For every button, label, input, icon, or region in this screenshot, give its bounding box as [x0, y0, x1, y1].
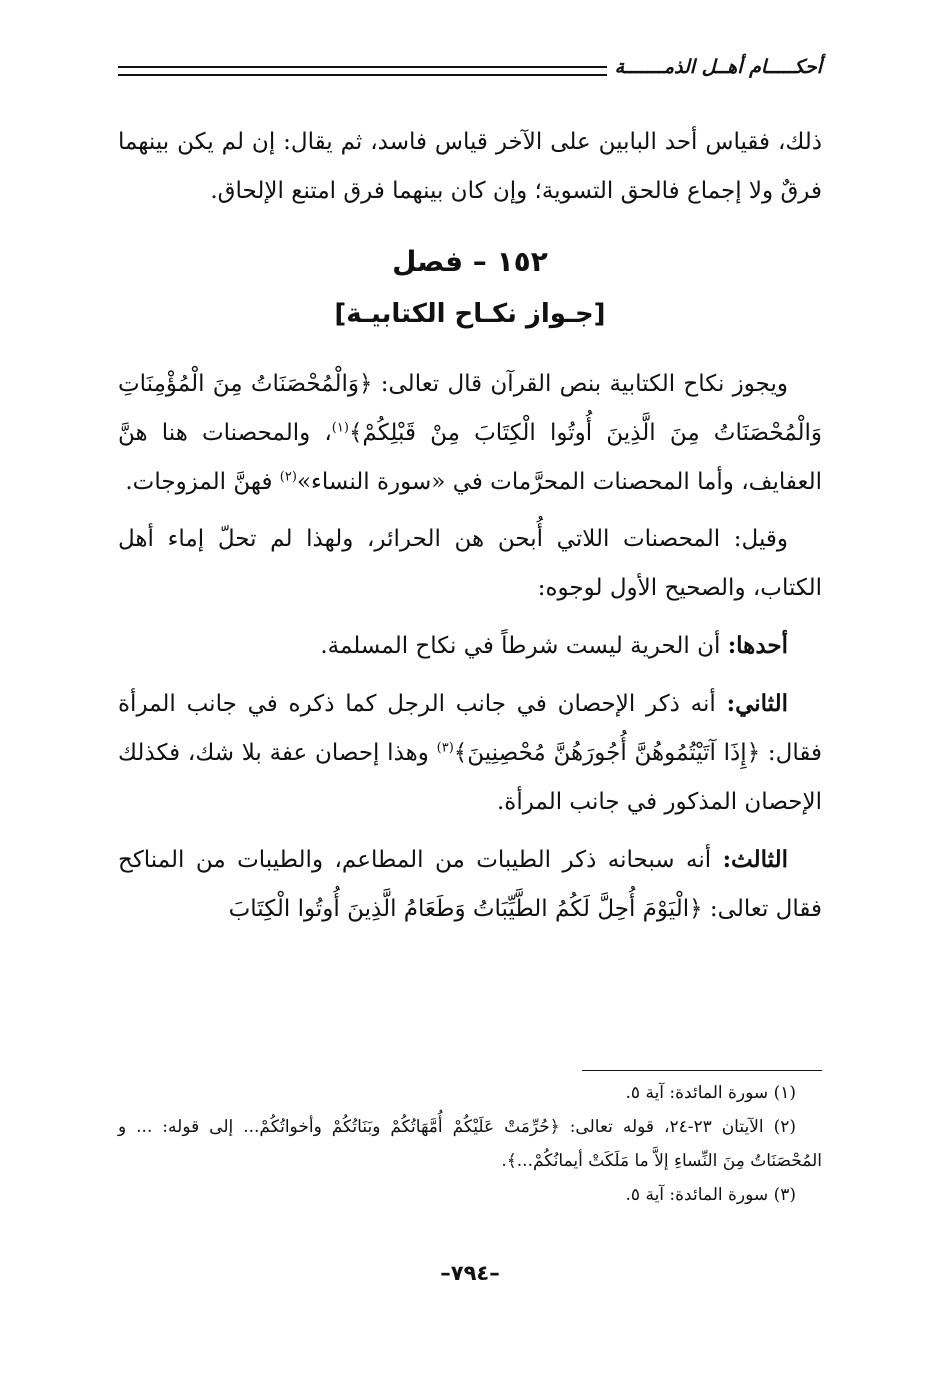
footnote-2: (٢) الآيتان ٢٣-٢٤، قوله تعالى: ﴿حُرِّمَتْ عَلَيْكُمْ أُمَّهَاتُكُمْ وبَنَاتُكُمْ وأخواتُكُمْ... إلى قوله: ... و المُحْصَنَاتُ مِنَ النِّساءِ إلاَّ ما مَلَكَتْ أيمانُكُمْ...﴾. [118, 1117, 822, 1171]
paragraph-alternative-opinion: وقيل: المحصنات اللاتي أُبحن هن الحرائر، ولهذا لم تحلّ إماء أهل الكتاب، والصحيح الأول لوجوه: [118, 526, 822, 601]
footnote-3: (٣) سورة المائدة: آية ٥. [625, 1185, 796, 1205]
footnote-1: (١) سورة المائدة: آية ٥. [625, 1083, 796, 1103]
paragraph-kitabiyya-marriage [118, 360, 822, 507]
footnote-ref-1: (١) [331, 420, 349, 436]
para1-text-b: ، والمحصنات هنا هنَّ العفايف، وأما المحصنات المحرَّمات في «سورة النساء» [118, 420, 822, 495]
page-number: –٧٩٤– [440, 1261, 500, 1285]
intro-line-2: بينهما فرقٌ ولا إجماع فالحق التسوية؛ وإن كان بينهما فرق امتنع الإلحاق. [118, 129, 822, 204]
main-text [118, 118, 822, 934]
footnotes [118, 1076, 822, 1212]
footnote-ref-2: (٢) [279, 469, 297, 485]
second-reason-text-b: وهذا إحصان عفة بلا شك، فكذلك الإحصان المذكور في جانب المرأة. [118, 740, 822, 815]
running-header [118, 52, 822, 92]
intro-paragraph [118, 118, 822, 216]
section-title: [جـواز نكـاح الكتابيـة] [334, 299, 606, 329]
second-reason-text-a: أنه ذكر الإحصان في جانب الرجل كما ذكره في جانب المرأة فقال: ﴿إِذَا آتَيْتُمُوهُنَّ أُجُورَهُنَّ مُحْصِنِينَ﴾ [118, 691, 822, 766]
paragraph-first-reason [118, 621, 822, 671]
para1-text-a: ويجوز نكاح الكتابية بنص القرآن قال تعالى: ﴿وَالْمُحْصَنَاتُ مِنَ الْمُؤْمِنَاتِ وَالْمُحْصَنَاتُ مِنَ الَّذِينَ أُوتُوا الْكِتَابَ مِنْ قَبْلِكُمْ﴾ [118, 371, 822, 446]
first-reason-label: أحدها: [727, 632, 788, 659]
first-reason-text: أن الحرية ليست شرطاً في نكاح المسلمة. [320, 633, 728, 659]
second-reason-label: الثاني: [726, 690, 788, 717]
paragraph-second-reason [118, 679, 822, 827]
footnote-ref-3: (٣) [436, 740, 454, 756]
para1-text-c: فهنَّ المزوجات. [125, 469, 280, 495]
third-reason-text: أنه سبحانه ذكر الطيبات من المطاعم، والطيبات من المناكح فقال تعالى: ﴿الْيَوْمَ أُحِلَّ لَكُمُ الطَّيِّبَاتُ وَطَعَامُ الَّذِينَ أُوتُوا الْكِتَابَ [118, 847, 822, 922]
footnote-separator [582, 1070, 822, 1071]
running-title: أحكـــــام أهــل الذمـــــــة [607, 52, 822, 82]
paragraph-third-reason [118, 835, 822, 934]
third-reason-label: الثالث: [722, 846, 788, 873]
intro-line-1: ذلك، فقياس أحد البابين على الآخر قياس فاسد، ثم يقال: إن لم يكن [177, 129, 823, 155]
section-number: ١٥٢ – فصل [392, 245, 548, 278]
